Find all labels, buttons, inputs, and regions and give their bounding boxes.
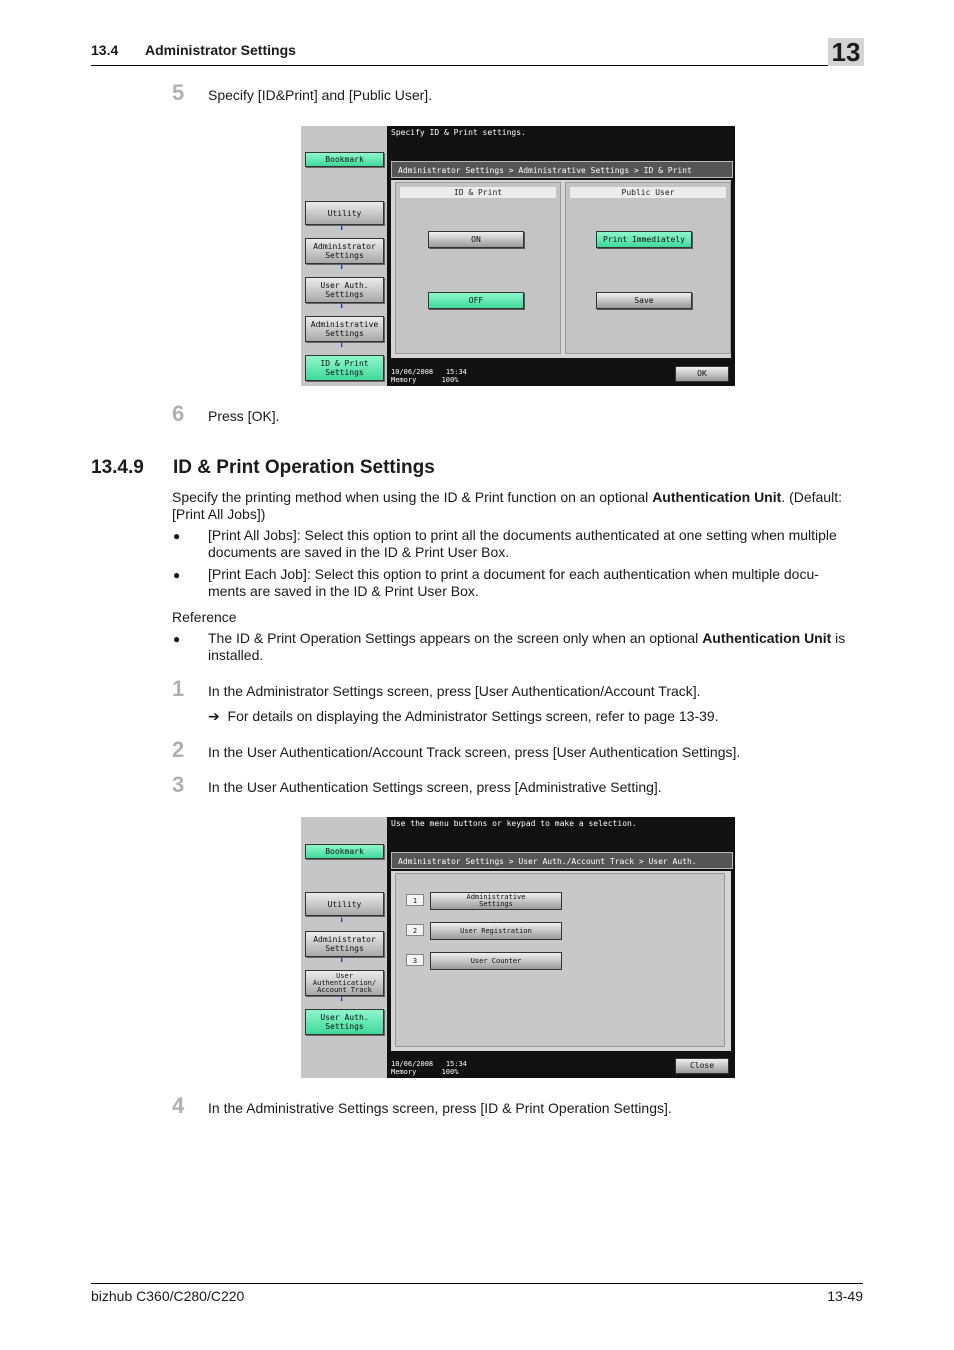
reference-line2: installed. <box>208 647 264 663</box>
panel-message: Specify ID & Print settings. <box>391 128 526 137</box>
sidebar-item-user-auth-settings[interactable]: User Auth. Settings <box>305 277 384 303</box>
header-section-title: Administrator Settings <box>145 42 296 58</box>
panel-id-print-settings <box>301 126 735 386</box>
panel-sidebar <box>301 817 387 1078</box>
menu-index: 2 <box>406 924 424 936</box>
step-text: In the User Authentication/Account Track screen, press [User Authentication Settings]. <box>208 744 741 760</box>
footer-page-number: 13-49 <box>827 1288 863 1304</box>
intro-text-line2: [Print All Jobs]) <box>172 506 266 522</box>
arrow-right-icon: ➔ <box>208 708 220 724</box>
arrow-down-icon: ⬇ <box>339 302 345 312</box>
bullet-icon: ● <box>173 529 181 543</box>
administrative-settings-button[interactable]: Administrative Settings <box>430 892 562 910</box>
status-bar <box>391 368 467 384</box>
arrow-down-icon: ⬇ <box>339 263 345 273</box>
panel-user-auth-settings <box>301 817 735 1078</box>
bullet-icon: ● <box>173 632 181 646</box>
step-number: 6 <box>172 401 185 426</box>
id-print-off-button[interactable]: OFF <box>428 292 524 309</box>
chapter-badge: 13 <box>828 38 864 66</box>
sidebar-item-administrative-settings[interactable]: Administrative Settings <box>305 316 384 342</box>
sidebar-item-administrator-settings[interactable]: Administrator Settings <box>305 931 384 957</box>
status-memory-value: 100% <box>441 376 459 384</box>
bullet-text <box>208 566 819 600</box>
bookmark-button[interactable]: Bookmark <box>305 844 384 859</box>
footer-rule <box>91 1283 863 1284</box>
sidebar-item-user-auth-settings[interactable]: User Auth. Settings <box>305 1009 384 1035</box>
status-memory-value: 100% <box>441 1068 459 1076</box>
sidebar-item-id-print-settings[interactable]: ID & Print Settings <box>305 355 384 381</box>
menu-index: 1 <box>406 894 424 906</box>
section-heading <box>91 457 435 479</box>
arrow-down-icon: ⬇ <box>339 956 345 966</box>
status-date: 10/06/2008 <box>391 1060 434 1068</box>
header-section-number: 13.4 <box>91 42 119 58</box>
status-bar <box>391 1060 467 1076</box>
step-number: 3 <box>172 772 185 797</box>
status-memory-label: Memory <box>391 1068 417 1076</box>
intro-text: Specify the printing method when using the ID & Print function on an optional <box>172 489 653 505</box>
column-id-print <box>395 182 561 354</box>
step-number: 2 <box>172 737 185 762</box>
bullet-line: documents are saved in the ID & Print User Box. <box>208 544 510 560</box>
arrow-down-icon: ⬇ <box>339 916 345 926</box>
status-time: 15:34 <box>445 368 467 376</box>
sidebar-item-utility[interactable]: Utility <box>305 201 384 225</box>
intro-text-end: . (Default: <box>781 489 842 505</box>
intro-paragraph <box>172 489 842 523</box>
sidebar-item-utility[interactable]: Utility <box>305 892 384 916</box>
panel-sidebar <box>301 126 387 386</box>
step-number: 4 <box>172 1093 185 1118</box>
user-registration-button[interactable]: User Registration <box>430 922 562 940</box>
bullet-line: [Print All Jobs]: Select this option to print all the documents authenticated at one setting when multiple <box>208 527 837 543</box>
section-title: ID & Print Operation Settings <box>173 457 435 478</box>
step-text: In the User Authentication Settings screen, press [Administrative Setting]. <box>208 779 662 795</box>
status-memory-label: Memory <box>391 376 417 384</box>
bullet-line: [Print Each Job]: Select this option to print a document for each authentication when multiple docu- <box>208 566 819 582</box>
column-public-user <box>565 182 731 354</box>
reference-label: Reference <box>172 609 237 625</box>
sidebar-item-user-auth-account-track[interactable]: User Authentication/ Account Track <box>305 970 384 996</box>
close-button[interactable]: Close <box>675 1058 729 1074</box>
arrow-down-icon: ⬇ <box>339 224 345 234</box>
arrow-down-icon: ⬇ <box>339 341 345 351</box>
reference-bold: Authentication Unit <box>702 630 832 646</box>
user-counter-button[interactable]: User Counter <box>430 952 562 970</box>
bullet-text <box>208 527 837 561</box>
status-date: 10/06/2008 <box>391 368 434 376</box>
intro-bold: Authentication Unit <box>652 489 782 505</box>
reference-line-end: is <box>831 630 846 646</box>
panel-content <box>391 180 731 358</box>
header-rule <box>91 65 863 66</box>
step-text: Specify [ID&Print] and [Public User]. <box>208 87 433 103</box>
arrow-down-icon: ⬇ <box>339 995 345 1005</box>
save-button[interactable]: Save <box>596 292 692 309</box>
step-number: 5 <box>172 80 185 105</box>
bookmark-button[interactable]: Bookmark <box>305 152 384 167</box>
breadcrumb: Administrator Settings > Administrative Settings > ID & Print <box>391 161 733 178</box>
step-note <box>208 708 719 725</box>
bullet-line: ments are saved in the ID & Print User Box. <box>208 583 479 599</box>
column-title: ID & Print <box>400 187 556 198</box>
step-text: Press [OK]. <box>208 408 280 424</box>
ok-button[interactable]: OK <box>675 366 729 382</box>
breadcrumb: Administrator Settings > User Auth./Account Track > User Auth. <box>391 852 733 869</box>
step-note-text: For details on displaying the Administrator Settings screen, refer to page 13-39. <box>227 708 719 724</box>
step-number: 1 <box>172 676 185 701</box>
step-text: In the Administrator Settings screen, press [User Authentication/Account Track]. <box>208 683 701 699</box>
column-title: Public User <box>570 187 726 198</box>
id-print-on-button[interactable]: ON <box>428 231 524 248</box>
status-time: 15:34 <box>445 1060 467 1068</box>
step-text: In the Administrative Settings screen, press [ID & Print Operation Settings]. <box>208 1100 672 1116</box>
panel-message: Use the menu buttons or keypad to make a selection. <box>391 819 637 828</box>
section-number: 13.4.9 <box>91 457 144 478</box>
bullet-icon: ● <box>173 568 181 582</box>
footer-model: bizhub C360/C280/C220 <box>91 1288 245 1304</box>
menu-area <box>395 873 725 1047</box>
print-immediately-button[interactable]: Print Immediately <box>596 231 692 248</box>
reference-line: The ID & Print Operation Settings appears on the screen only when an optional <box>208 630 703 646</box>
menu-index: 3 <box>406 954 424 966</box>
sidebar-item-administrator-settings[interactable]: Administrator Settings <box>305 238 384 264</box>
reference-text <box>208 630 845 664</box>
panel-content <box>391 871 731 1051</box>
